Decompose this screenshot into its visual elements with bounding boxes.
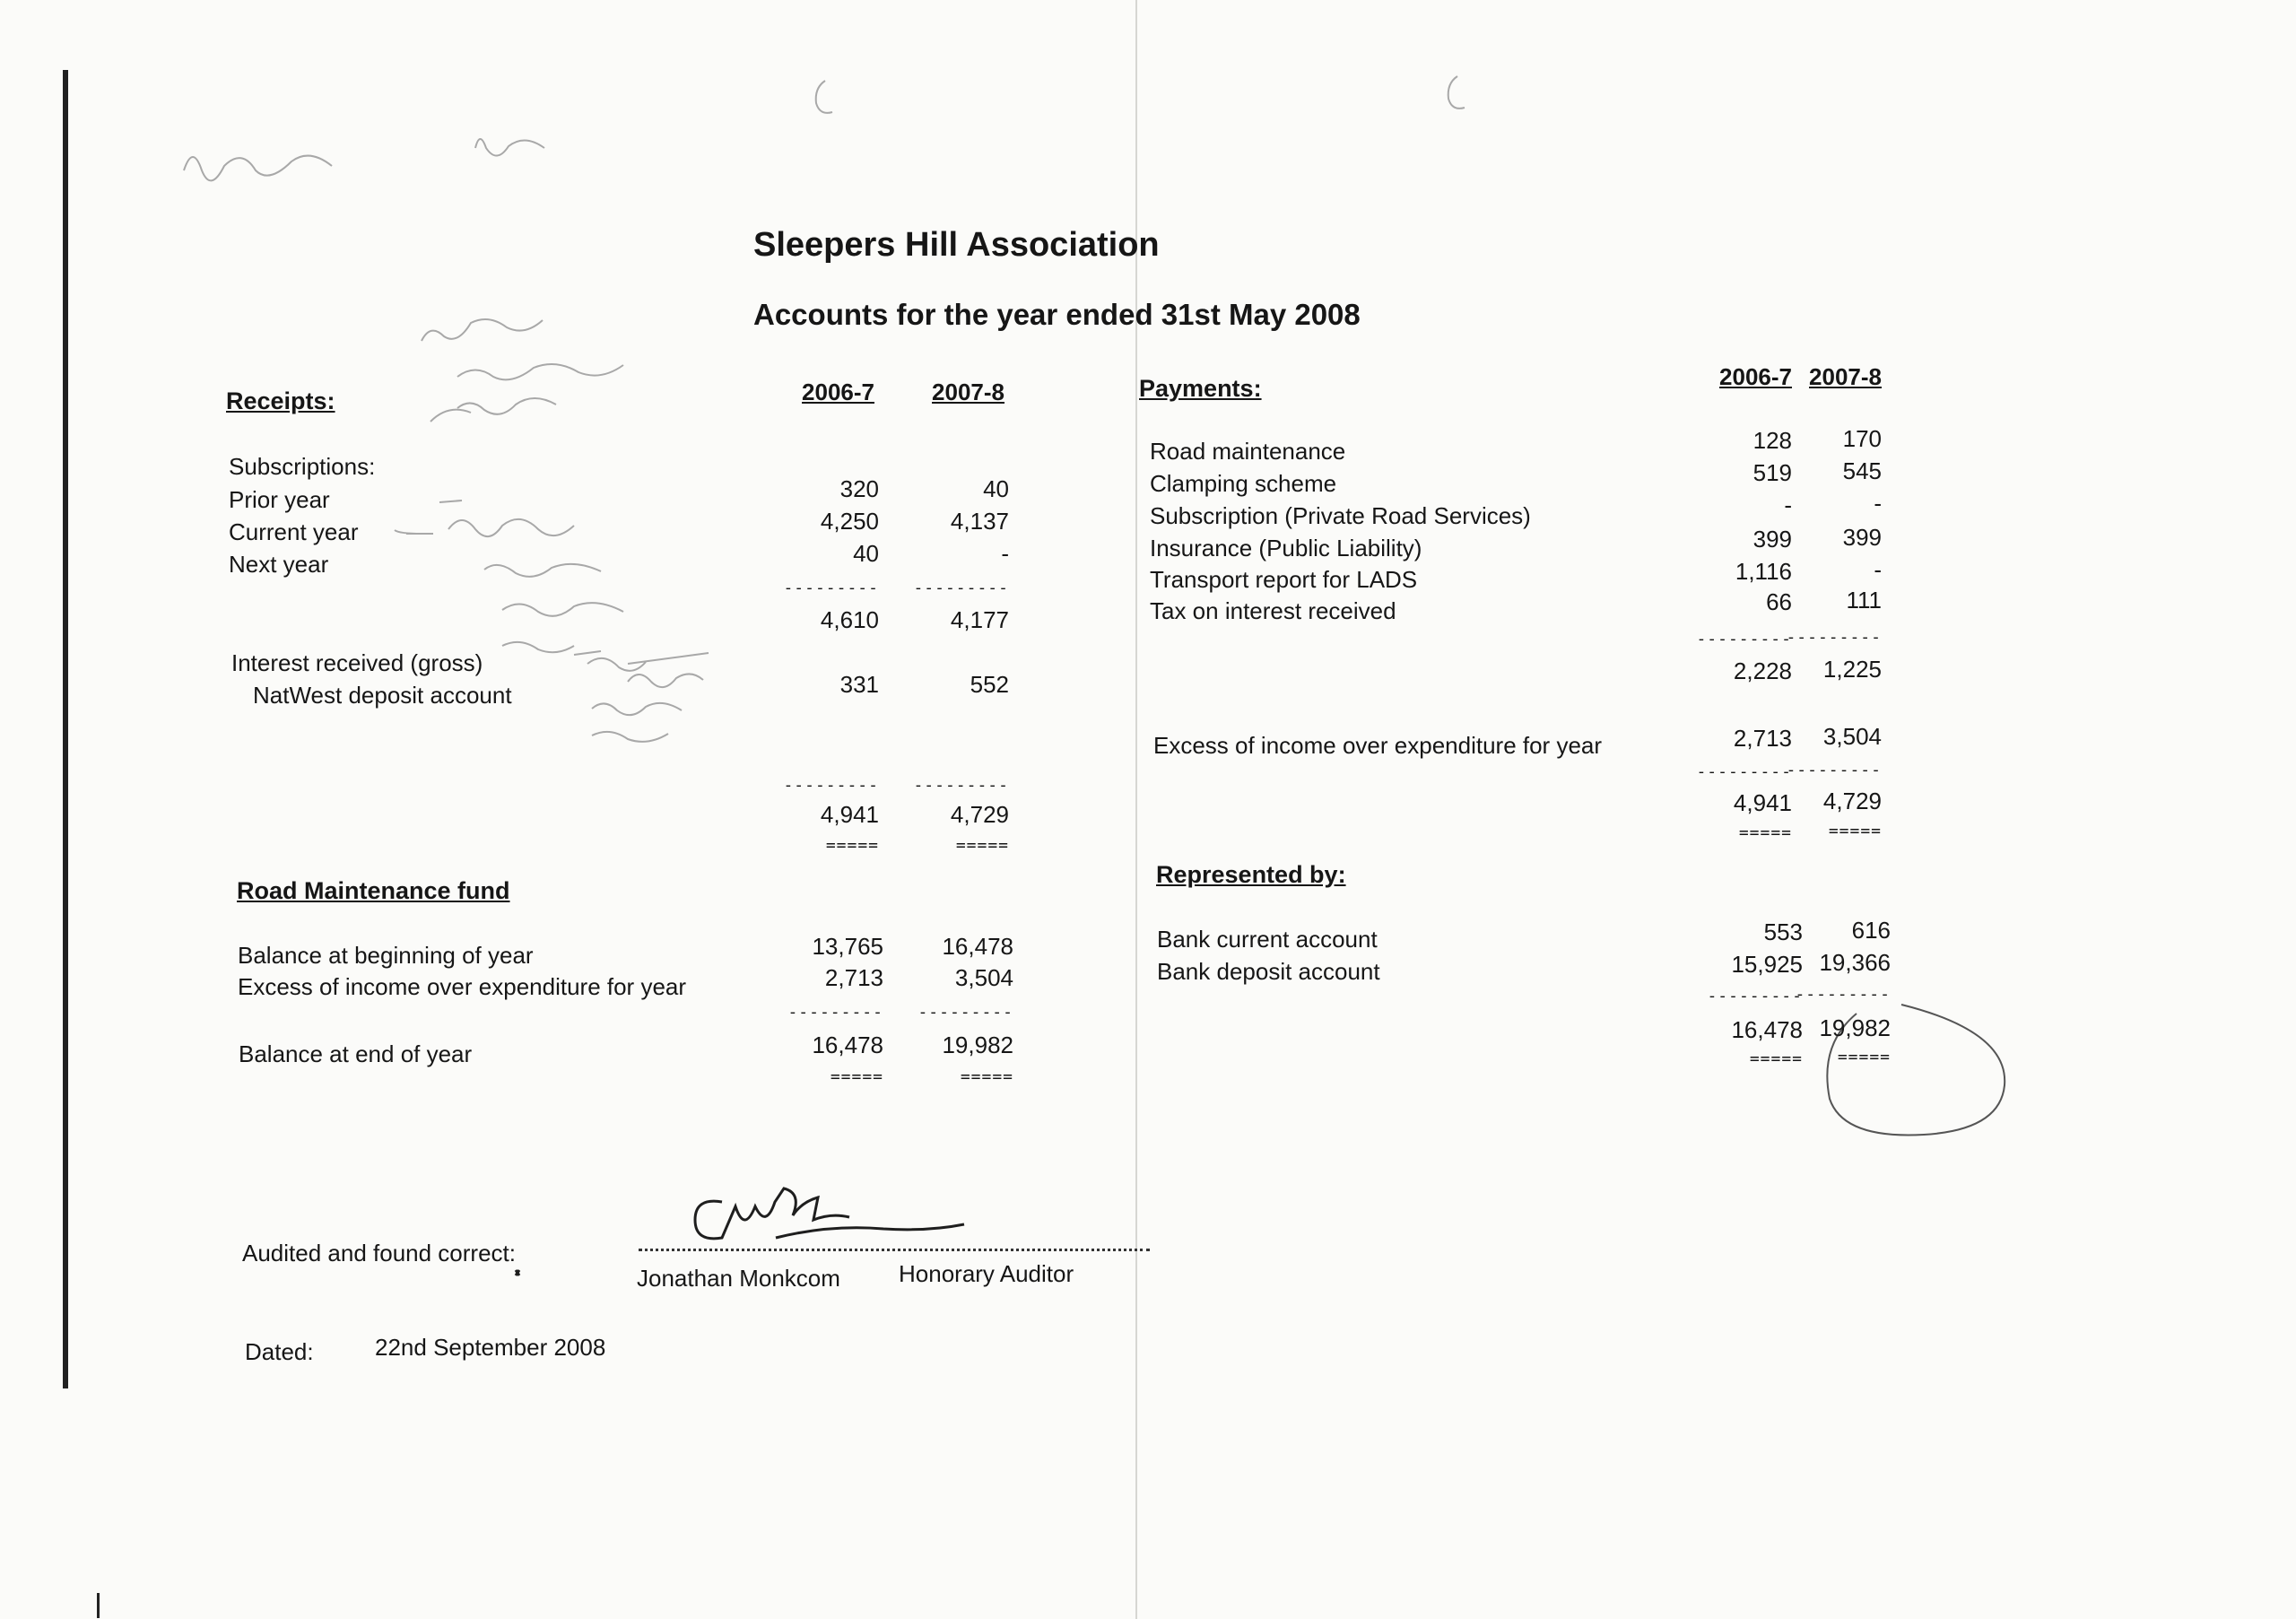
receipt-row-label: Next year bbox=[229, 551, 329, 578]
represented-row-value-2006-7: 553 bbox=[1763, 918, 1803, 945]
receipt-row-value-2006-7: 320 bbox=[839, 475, 879, 502]
payment-row-label: Clamping scheme bbox=[1150, 470, 1337, 497]
payments-subtotal-2006-7: 2,228 bbox=[1733, 657, 1792, 684]
payment-row-value-2007-8: 545 bbox=[1842, 457, 1882, 484]
payment-row-value-2006-7: 399 bbox=[1752, 526, 1792, 553]
fund-row-label: Excess of income over expenditure for year bbox=[238, 973, 687, 1000]
receipt-row-value-2007-8: 40 bbox=[983, 475, 1009, 502]
rule-double: ===== bbox=[825, 836, 879, 855]
rule-single: --------- bbox=[1696, 762, 1792, 781]
signature-dotted-line bbox=[639, 1249, 1150, 1251]
payments-total-2007-8: 4,729 bbox=[1822, 788, 1882, 814]
fund-end-2007-8: 19,982 bbox=[942, 1031, 1013, 1058]
payments-year-2-header: 2007-8 bbox=[1809, 363, 1882, 390]
excess-label: Excess of income over expenditure for year bbox=[1153, 732, 1603, 759]
fund-row-value-2007-8: 3,504 bbox=[954, 964, 1013, 991]
payment-row-value-2007-8: 170 bbox=[1842, 425, 1882, 452]
receipt-row-label: Prior year bbox=[229, 486, 330, 513]
receipt-row-value-2006-7: 4,250 bbox=[820, 508, 879, 535]
receipt-row-label: Current year bbox=[229, 518, 359, 545]
rule-double: ===== bbox=[1749, 1049, 1803, 1068]
payment-row-value-2007-8: 399 bbox=[1842, 524, 1882, 551]
payments-total-2006-7: 4,941 bbox=[1733, 789, 1792, 816]
auditor-name: Jonathan Monkcom bbox=[637, 1265, 840, 1292]
payment-row-value-2007-8: 111 bbox=[1846, 587, 1882, 614]
rule-double: ===== bbox=[830, 1067, 883, 1086]
payments-heading: Payments: bbox=[1139, 375, 1262, 402]
receipts-total-2007-8: 4,729 bbox=[950, 801, 1009, 828]
rule-double: ===== bbox=[960, 1067, 1013, 1086]
rule-single: --------- bbox=[1696, 630, 1792, 648]
auditor-role: Honorary Auditor bbox=[899, 1260, 1074, 1287]
excess-2006-7: 2,713 bbox=[1733, 725, 1792, 752]
rule-single: --------- bbox=[913, 579, 1009, 597]
dated-label: Dated: bbox=[245, 1338, 314, 1365]
document-title: Sleepers Hill Association bbox=[753, 226, 1160, 264]
receipts-year-1-header: 2006-7 bbox=[802, 379, 874, 405]
payment-row-value-2007-8: - bbox=[1874, 556, 1882, 583]
dated-value: 22nd September 2008 bbox=[375, 1334, 606, 1361]
fund-row-value-2007-8: 16,478 bbox=[942, 933, 1013, 960]
interest-row-label: NatWest deposit account bbox=[253, 682, 512, 709]
represented-row-label: Bank current account bbox=[1157, 926, 1378, 953]
audit-label: Audited and found correct: bbox=[242, 1240, 516, 1266]
document-subtitle: Accounts for the year ended 31st May 2008 bbox=[753, 298, 1361, 331]
receipts-subtotal-2007-8: 4,177 bbox=[950, 606, 1009, 633]
rule-double: ===== bbox=[1828, 822, 1882, 840]
rule-single: --------- bbox=[783, 776, 879, 795]
rule-double: ===== bbox=[1738, 823, 1792, 842]
rule-single: --------- bbox=[913, 776, 1009, 795]
receipt-row-value-2007-8: - bbox=[1001, 540, 1009, 567]
payment-row-value-2006-7: 66 bbox=[1766, 588, 1792, 615]
fund-row-label: Balance at beginning of year bbox=[238, 942, 534, 969]
rule-single: --------- bbox=[1707, 987, 1803, 1005]
rule-single: --------- bbox=[783, 579, 879, 597]
represented-total-2006-7: 16,478 bbox=[1731, 1016, 1803, 1043]
payments-subtotal-2007-8: 1,225 bbox=[1822, 656, 1882, 683]
payment-row-value-2007-8: - bbox=[1874, 490, 1882, 517]
rule-single: --------- bbox=[787, 1003, 883, 1022]
fund-heading: Road Maintenance fund bbox=[237, 877, 510, 904]
represented-heading: Represented by: bbox=[1156, 861, 1346, 888]
payment-row-value-2006-7: 1,116 bbox=[1735, 558, 1792, 585]
fund-end-2006-7: 16,478 bbox=[812, 1031, 883, 1058]
represented-total-2007-8: 19,982 bbox=[1819, 1014, 1891, 1041]
receipts-subtotal-2006-7: 4,610 bbox=[820, 606, 879, 633]
payment-row-label: Insurance (Public Liability) bbox=[1150, 535, 1422, 561]
subscriptions-label: Subscriptions: bbox=[229, 453, 376, 480]
payments-year-1-header: 2006-7 bbox=[1719, 363, 1792, 390]
receipt-row-value-2007-8: 4,137 bbox=[950, 508, 1009, 535]
represented-row-label: Bank deposit account bbox=[1157, 958, 1380, 985]
interest-2007-8: 552 bbox=[970, 671, 1009, 698]
receipts-total-2006-7: 4,941 bbox=[820, 801, 879, 828]
receipt-row-value-2006-7: 40 bbox=[853, 540, 879, 567]
represented-row-value-2007-8: 19,366 bbox=[1819, 949, 1891, 976]
payment-row-label: Road maintenance bbox=[1150, 438, 1346, 465]
payment-row-label: Subscription (Private Road Services) bbox=[1150, 502, 1531, 529]
fund-end-label: Balance at end of year bbox=[239, 1040, 473, 1067]
rule-single: --------- bbox=[1786, 761, 1882, 779]
payment-row-value-2006-7: 128 bbox=[1752, 427, 1792, 454]
fund-row-value-2006-7: 2,713 bbox=[824, 964, 883, 991]
payment-row-label: Tax on interest received bbox=[1150, 597, 1396, 624]
rule-single: --------- bbox=[1786, 628, 1882, 647]
interest-2006-7: 331 bbox=[839, 671, 879, 698]
interest-label: Interest received (gross) bbox=[231, 649, 483, 676]
payment-row-label: Transport report for LADS bbox=[1150, 566, 1418, 593]
rule-single: --------- bbox=[918, 1003, 1013, 1022]
fund-row-value-2006-7: 13,765 bbox=[812, 933, 883, 960]
rule-single: --------- bbox=[1795, 985, 1891, 1004]
receipts-heading: Receipts: bbox=[226, 387, 335, 414]
represented-row-value-2007-8: 616 bbox=[1851, 917, 1891, 944]
rule-double: ===== bbox=[955, 836, 1009, 855]
represented-row-value-2006-7: 15,925 bbox=[1731, 951, 1803, 978]
receipts-year-2-header: 2007-8 bbox=[932, 379, 1004, 405]
excess-2007-8: 3,504 bbox=[1822, 723, 1882, 750]
payment-row-value-2006-7: - bbox=[1784, 492, 1792, 518]
payment-row-value-2006-7: 519 bbox=[1752, 459, 1792, 486]
rule-double: ===== bbox=[1837, 1048, 1891, 1066]
